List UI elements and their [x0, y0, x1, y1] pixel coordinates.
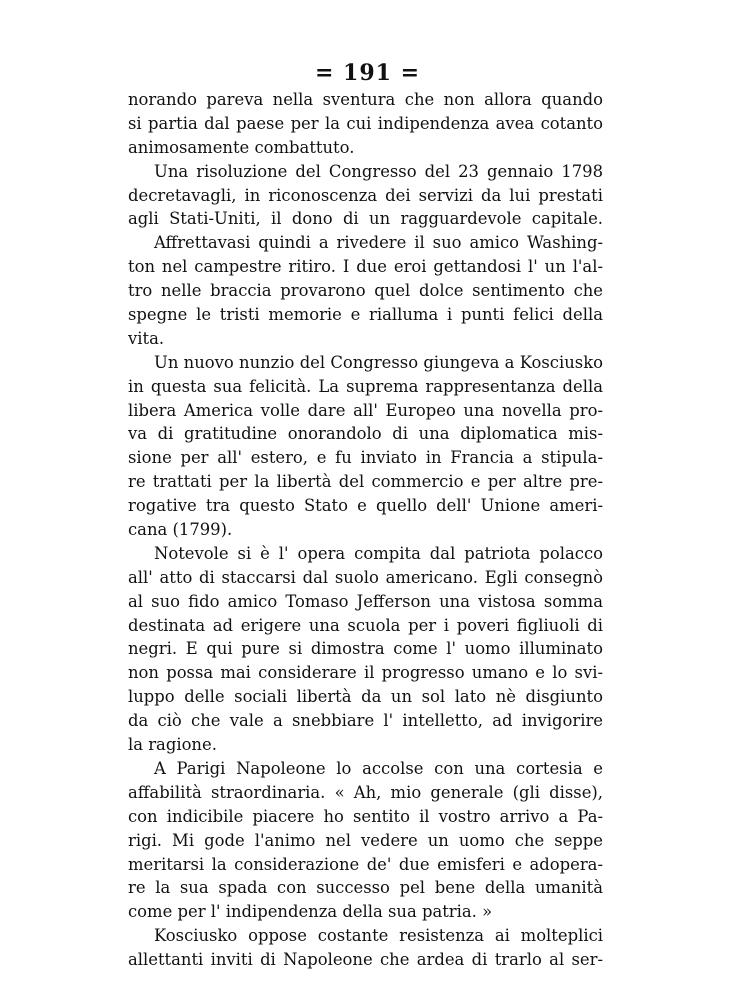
- text-line: sione per all' estero, e fu inviato in Francia a stipula-: [128, 448, 603, 468]
- text-line: Una risoluzione del Congresso del 23 gennaio 1798: [154, 161, 603, 181]
- text-line: Un nuovo nunzio del Congresso giungeva a Kosciusko: [154, 352, 603, 372]
- text-line: affabilità straordinaria. « Ah, mio generale (gli disse),: [128, 782, 603, 802]
- text-line: Affrettavasi quindi a rivedere il suo amico Washing-: [154, 233, 603, 253]
- text-line: agli Stati-Uniti, il dono di un ragguardevole capitale.: [128, 209, 603, 229]
- text-line: animosamente combattuto.: [128, 137, 355, 157]
- text-line: A Parigi Napoleone lo accolse con una cortesia e: [154, 758, 603, 778]
- text-line: non possa mai considerare il progresso umano e lo svi-: [128, 663, 603, 683]
- text-line: al suo fido amico Tomaso Jefferson una vistosa somma: [128, 591, 603, 611]
- text-line: meritarsi la considerazione de' due emisferi e adopera-: [128, 854, 603, 874]
- text-line: tro nelle braccia provarono quel dolce sentimento che: [128, 281, 603, 301]
- text-line: re trattati per la libertà del commercio e per altre pre-: [128, 472, 603, 492]
- text-line: luppo delle sociali libertà da un sol lato nè disgiunto: [128, 687, 603, 707]
- text-line: va di gratitudine onorandolo di una diplomatica mis-: [128, 424, 603, 444]
- text-line: all' atto di staccarsi dal suolo americano. Egli consegnò: [128, 567, 603, 587]
- text-line: vita.: [128, 328, 165, 348]
- text-line: la ragione.: [128, 735, 217, 755]
- text-line: da ciò che vale a snebbiare l' intelletto, ad invigorire: [128, 711, 603, 731]
- text-line: rigi. Mi gode l'animo nel vedere un uomo che seppe: [128, 830, 603, 850]
- text-line: norando pareva nella sventura che non allora quando: [128, 90, 603, 109]
- text-line: ton nel campestre ritiro. I due eroi gettandosi l' un l'al-: [128, 257, 603, 277]
- text-line: in questa sua felicità. La suprema rappresentanza della: [128, 376, 603, 396]
- text-line: come per l' indipendenza della sua patria. »: [128, 902, 493, 922]
- page-number: = 191 =: [314, 60, 421, 86]
- text-line: con indicibile piacere ho sentito il vostro arrivo a Pa-: [128, 806, 603, 826]
- text-line: allettanti inviti di Napoleone che ardea di trarlo al ser-: [128, 950, 603, 970]
- text-line: negri. E qui pure si dimostra come l' uomo illuminato: [128, 639, 603, 659]
- text-line: si partia dal paese per la cui indipendenza avea cotanto: [128, 113, 603, 133]
- text-line: re la sua spada con successo pel bene della umanità: [128, 878, 603, 898]
- text-line: libera America volle dare all' Europeo una novella pro-: [128, 400, 603, 420]
- text-line: spegne le tristi memorie e rialluma i punti felici della: [128, 305, 603, 325]
- body-text: [128, 88, 603, 972]
- text-line: rogative tra questo Stato e quello dell' Unione ameri-: [128, 496, 603, 516]
- text-line: Notevole si è l' opera compita dal patriota polacco: [154, 543, 603, 563]
- text-line: destinata ad erigere una scuola per i poveri figliuoli di: [128, 615, 603, 635]
- text-line: decretavagli, in riconoscenza dei servizi da lui prestati: [128, 185, 603, 205]
- text-line: Kosciusko oppose costante resistenza ai molteplici: [154, 926, 603, 946]
- text-line: cana (1799).: [128, 520, 233, 540]
